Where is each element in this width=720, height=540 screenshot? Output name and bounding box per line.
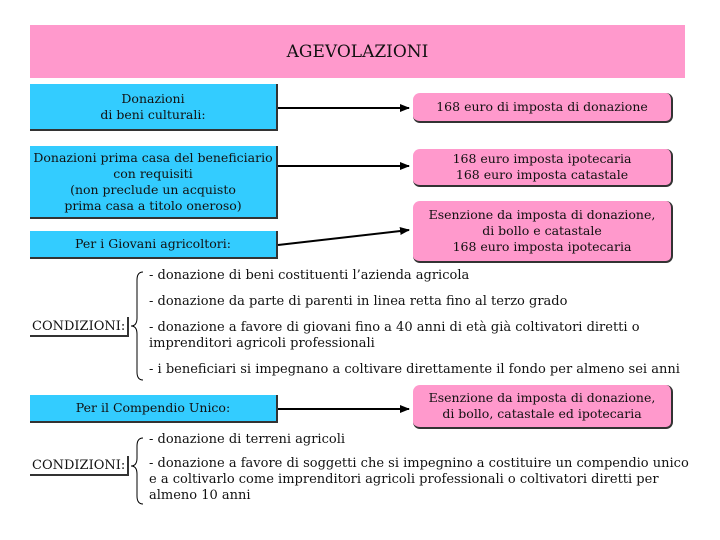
condition-giovani-3: - donazione a favore di giovani fino a 40 anni di età già coltivatori diretti o imprenditori agricoli professionali: [149, 320, 640, 351]
result-line: Esenzione da imposta di donazione,: [428, 390, 656, 405]
result-line: di bollo, catastale ed ipotecaria: [442, 406, 642, 421]
result-line: 168 euro di imposta di donazione: [436, 99, 648, 114]
conditions-label-giovani: CONDIZIONI:: [30, 317, 129, 337]
box-line: (non preclude un acquisto: [70, 181, 236, 197]
condition-giovani-1: - donazione di beni costituenti l’azienda agricola: [149, 268, 470, 283]
box-line: con requisiti: [113, 165, 193, 181]
result-line: Esenzione da imposta di donazione,: [428, 207, 656, 222]
page-title: AGEVOLAZIONI: [286, 41, 429, 62]
box-line: Per i Giovani agricoltori:: [75, 236, 231, 251]
result-line: di bollo e catastale: [482, 223, 602, 238]
conditions-label-compendio: CONDIZIONI:: [30, 456, 129, 476]
box-line: Per il Compendio Unico:: [75, 400, 231, 415]
box-line: prima casa a titolo oneroso): [64, 197, 242, 213]
box-line: Donazioni: [121, 90, 185, 106]
result-line: 168 euro imposta ipotecaria: [452, 239, 632, 254]
result-line: 168 euro imposta catastale: [455, 167, 629, 182]
condition-giovani-2: - donazione da parte di parenti in linea retta fino al terzo grado: [149, 294, 568, 309]
result-line: 168 euro imposta ipotecaria: [452, 151, 632, 166]
condition-compendio-1: - donazione di terreni agricoli: [149, 432, 346, 447]
condition-giovani-4: - i beneficiari si impegnano a coltivare direttamente il fondo per almeno sei anni: [149, 362, 680, 377]
brace-compendio: [131, 438, 143, 504]
arrow-giovani: [278, 230, 409, 245]
brace-giovani: [131, 272, 143, 380]
condition-compendio-2: - donazione a favore di soggetti che si impegnino a costituire un compendio unico e a coltivarlo come imprenditori agricoli professionali o coltivatori diretti per almeno 10 anni: [149, 456, 689, 503]
box-line: di beni culturali:: [100, 106, 206, 122]
box-line: Donazioni prima casa del beneficiario: [33, 149, 273, 165]
